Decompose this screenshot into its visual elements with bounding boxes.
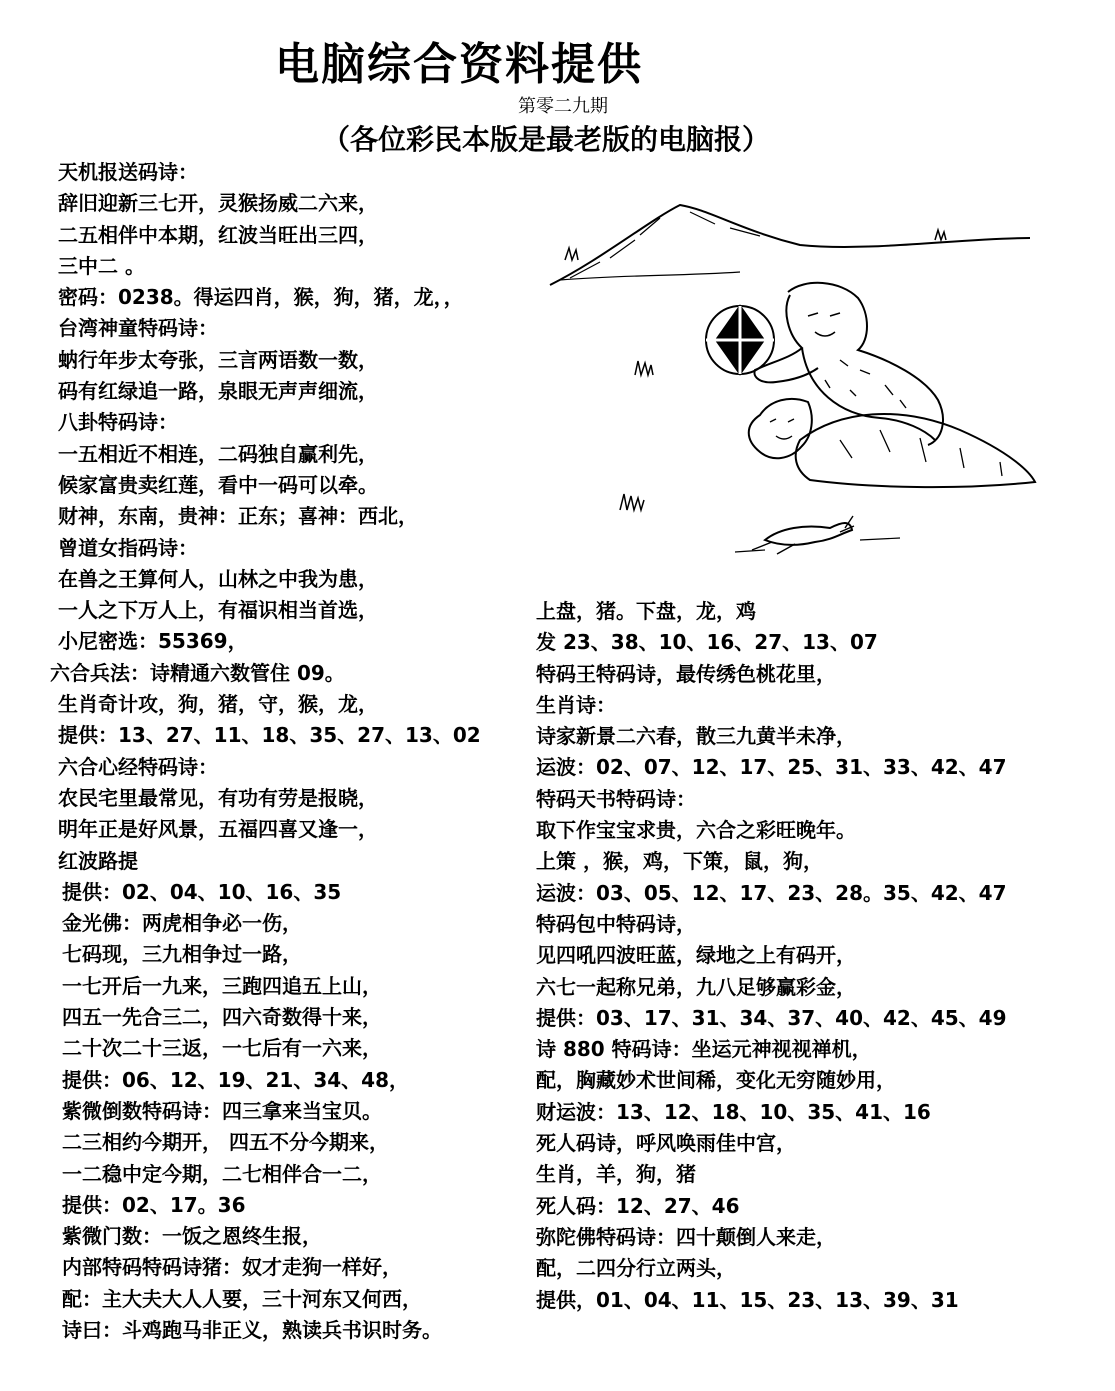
text-line: 辞旧迎新三七开，灵猴扬威二六来， <box>58 191 378 216</box>
text-line: 配，胸藏妙术世间稀，变化无穷随妙用， <box>536 1068 896 1093</box>
text-line: 天机报送码诗： <box>58 160 198 184</box>
text-line: 见四吼四波旺蓝，绿地之上有码开， <box>536 943 856 968</box>
text-line: 蚋行年步太夸张，三言两语数一数， <box>58 347 378 372</box>
text-line: 金光佛：两虎相争必一伤， <box>62 911 302 936</box>
text-line: 明年正是好风景，五福四喜又逢一， <box>58 817 378 842</box>
text-line: 密码：0238。得运四肖，猴，狗，猪，龙，， <box>58 285 464 310</box>
right-column <box>536 596 1007 1316</box>
text-line: 二三相约今期开， 四五不分今期来， <box>62 1130 389 1155</box>
text-line: 生肖诗： <box>536 692 616 717</box>
text-line: 候家富贵卖红莲，看中一码可以牵。 <box>58 472 378 497</box>
text-line: 提供：06、12、19、21、34、48， <box>62 1067 409 1092</box>
text-line: 诗曰：斗鸡跑马非正义，熟读兵书识时务。 <box>62 1317 442 1342</box>
text-line: 小尼密选：55369， <box>58 629 248 654</box>
text-line: 提供：02、04、10、16、35 <box>62 879 342 904</box>
text-line: 六七一起称兄弟，九八足够赢彩金， <box>536 974 856 999</box>
text-line: 一五相近不相连，二码独自赢利先， <box>58 441 378 466</box>
text-line: 红波路提 <box>58 848 138 873</box>
text-line: 台湾神童特码诗： <box>58 316 218 341</box>
text-line: 财运波：13、12、18、10、35、41、16 <box>536 1099 931 1124</box>
text-line: 提供，01、04、11、15、23、13、39、31 <box>536 1287 959 1312</box>
text-line: 配：主大夫大人人要，三十河东又何西， <box>62 1286 422 1311</box>
text-line: 提供：13、27、11、18、35、27、13、02 <box>58 723 481 748</box>
text-line: 码有红绿追一路，泉眼无声声细流， <box>58 379 378 404</box>
text-line: 八卦特码诗： <box>58 410 178 435</box>
text-line: 运波：03、05、12、17、23、28。35、42、47 <box>536 880 1007 905</box>
text-line: 七码现，三九相争过一路， <box>62 942 302 967</box>
text-line: 上策 ，猴，鸡，下策，鼠，狗， <box>536 849 823 874</box>
text-line: 财神，东南，贵神：正东；喜神：西北， <box>58 504 418 529</box>
text-line: 一七开后一九来，三跑四追五上山， <box>62 973 382 998</box>
text-line: 运波：02、07、12、17、25、31、33、42、47 <box>536 755 1007 780</box>
text-line: 死人码：12、27、46 <box>536 1193 740 1218</box>
text-line: 特码包中特码诗， <box>536 911 696 936</box>
text-line: 诗家新景二六春，散三九黄半未净， <box>536 724 856 749</box>
page-subtitle: （各位彩民本版是最老版的电脑报） <box>322 123 771 156</box>
text-line: 紫微倒数特码诗：四三拿来当宝贝。 <box>62 1098 382 1123</box>
text-line: 提供：03、17、31、34、37、40、42、45、49 <box>536 1005 1007 1030</box>
text-line: 内部特码特码诗猪：奴才走狗一样好， <box>62 1255 402 1280</box>
text-line: 曾道女指码诗： <box>58 535 198 560</box>
issue-number: 第零二九期 <box>518 96 608 117</box>
text-line: 上盘，猪。下盘，龙，鸡 <box>536 599 756 623</box>
text-line: 农民宅里最常见，有功有劳是报晓， <box>58 785 378 810</box>
text-line: 在兽之王算何人，山林之中我为患， <box>58 566 378 591</box>
text-line: 弥陀佛特码诗：四十颠倒人来走， <box>536 1224 836 1249</box>
text-line: 紫微门数：一饭之恩终生报， <box>62 1224 322 1249</box>
text-line: 六合心经特码诗： <box>58 754 218 779</box>
text-line: 特码王特码诗，最传绣色桃花里， <box>536 661 836 686</box>
text-line: 二五相伴中本期，红波当旺出三四， <box>58 222 378 247</box>
text-line: 一二稳中定今期，二七相伴合一二， <box>62 1161 382 1186</box>
text-line: 二十次二十三返，一七后有一六来， <box>62 1036 382 1061</box>
tiger-with-ball-illustration <box>540 190 1040 560</box>
left-column <box>50 157 481 1346</box>
text-line: 提供：02、17。36 <box>62 1192 246 1217</box>
text-line: 三中二 。 <box>58 253 145 278</box>
text-line: 特码天书特码诗： <box>536 786 696 811</box>
text-line: 诗 880 特码诗：坐运元神视视禅机， <box>536 1037 872 1062</box>
page-title: 电脑综合资料提供 <box>275 39 643 90</box>
text-line: 生肖，羊，狗，猪 <box>536 1162 696 1187</box>
text-line: 六合兵法：诗精通六数管住 09。 <box>50 660 345 685</box>
text-line: 生肖奇计攻，狗，猪，守，猴，龙， <box>58 692 378 717</box>
text-line: 配，二四分行立两头， <box>536 1256 736 1281</box>
text-line: 发 23、38、10、16、27、13、07 <box>536 630 878 655</box>
text-line: 死人码诗，呼风唤雨佳中宫， <box>536 1131 796 1156</box>
text-line: 一人之下万人上，有福识相当首选， <box>58 598 378 623</box>
text-line: 四五一先合三二，四六奇数得十来， <box>62 1005 382 1030</box>
text-line: 取下作宝宝求贵，六合之彩旺晚年。 <box>536 818 856 843</box>
